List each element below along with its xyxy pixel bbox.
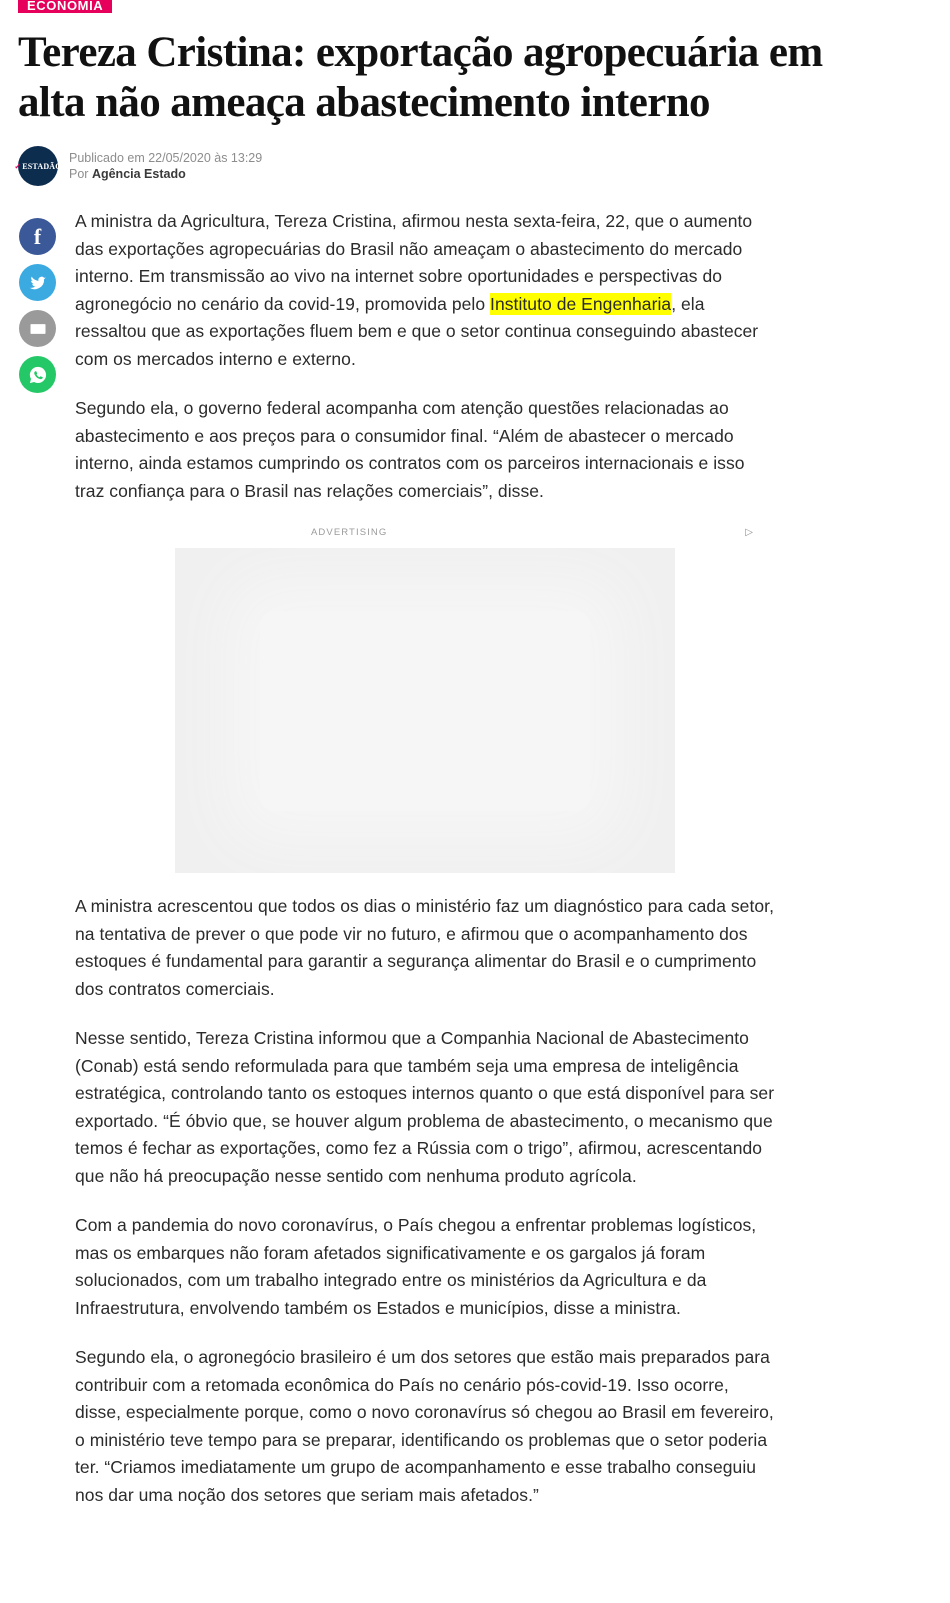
ad-placeholder bbox=[260, 611, 590, 811]
ad-slot[interactable] bbox=[175, 548, 675, 873]
highlighted-text: Instituto de Engenharia bbox=[490, 293, 672, 314]
publish-date: Publicado em 22/05/2020 às 13:29 bbox=[69, 151, 263, 165]
share-twitter-icon[interactable] bbox=[19, 264, 56, 301]
brand-logo bbox=[14, 146, 62, 186]
paragraph-4: Nesse sentido, Tereza Cristina informou que a Companhia Nacional de Abastecimento (Conab) está sendo reformulada para que também seja uma empresa de inteligência estratégica, controlando tanto os estoques internos quanto o que está disponível para ser exportado. “É óbvio que, se houver algum problema de abastecimento, o mecanismo que temos é fechar as exportações, como fez a Rússia com o trigo”, afirmou, acrescentando que não há preocupação nesse sentido com nenhuma produto agrícola. bbox=[75, 1028, 775, 1186]
author-line bbox=[69, 166, 262, 182]
author-prefix: Por bbox=[69, 167, 92, 181]
paragraph-3: A ministra acrescentou que todos os dias o ministério faz um diagnóstico para cada setor, na tentativa de prever o que pode vir no futuro, e afirmou que o acompanhamento dos estoques é fundamental para garantir a segurança alimentar do Brasil e o cumprimento dos contratos comerciais. bbox=[75, 896, 774, 999]
share-email-icon[interactable] bbox=[19, 310, 56, 347]
byline bbox=[14, 146, 950, 186]
advertisement-block[interactable] bbox=[75, 527, 775, 873]
article-body bbox=[75, 208, 775, 1531]
paragraph-2: Segundo ela, o governo federal acompanha com atenção questões relacionadas ao abastecimento e aos preços para o consumidor final. “Além de abastecer o mercado interno, ainda estamos cumprindo os contratos com os parceiros internacionais e isso traz confiança para o Brasil nas relações comerciais”, disse. bbox=[75, 398, 745, 501]
share-facebook-icon[interactable]: f bbox=[19, 218, 56, 255]
ad-label: ADVERTISING bbox=[311, 527, 388, 538]
paragraph-5: Com a pandemia do novo coronavírus, o País chegou a enfrentar problemas logísticos, mas os embarques não foram afetados significativamente e os gargalos já foram solucionados, com um trabalho integrado entre os ministérios da Agricultura e da Infraestrutura, envolvendo também os Estados e municípios, disse a ministra. bbox=[75, 1215, 757, 1318]
brand-logo-label: ESTADÃO bbox=[22, 161, 62, 171]
paragraph-6: Segundo ela, o agronegócio brasileiro é um dos setores que estão mais preparados para contribuir com a retomada econômica do País no cenário pós-covid-19. Isso ocorre, disse, especialmente porque, como o novo coronavírus só chegou ao Brasil em fevereiro, o ministério teve tempo para se preparar, identificando os problemas que o setor poderia ter. “Criamos imediatamente um grupo de acompanhamento e esse trabalho conseguiu nos dar uma noção dos setores que seriam mais afetados.” bbox=[75, 1347, 774, 1505]
category-tag[interactable]: ECONOMIA bbox=[18, 0, 112, 13]
author-name: Agência Estado bbox=[91, 167, 186, 181]
share-rail bbox=[0, 208, 75, 1531]
paragraph-1: A ministra da Agricultura, Tereza Cristina, afirmou nesta sexta-feira, 22, que o aumento das exportações agropecuárias do Brasil não ameaçam o abastecimento do mercado interno. Em transmissão ao vivo na internet sobre oportunidades e perspectivas do agronegócio no cenário da covid-19, promovida pelo Instituto de Engenharia, ela ressaltou que as exportações fluem bem e que o setor continua conseguindo abastecer com os mercados interno e externo. bbox=[75, 211, 759, 369]
ad-choices-icon[interactable]: ▷ bbox=[745, 527, 753, 538]
check-icon: ✓ bbox=[14, 161, 22, 171]
share-whatsapp-icon[interactable] bbox=[19, 356, 56, 393]
page-title: Tereza Cristina: exportação agropecuária em alta não ameaça abastecimento interno bbox=[18, 29, 823, 126]
